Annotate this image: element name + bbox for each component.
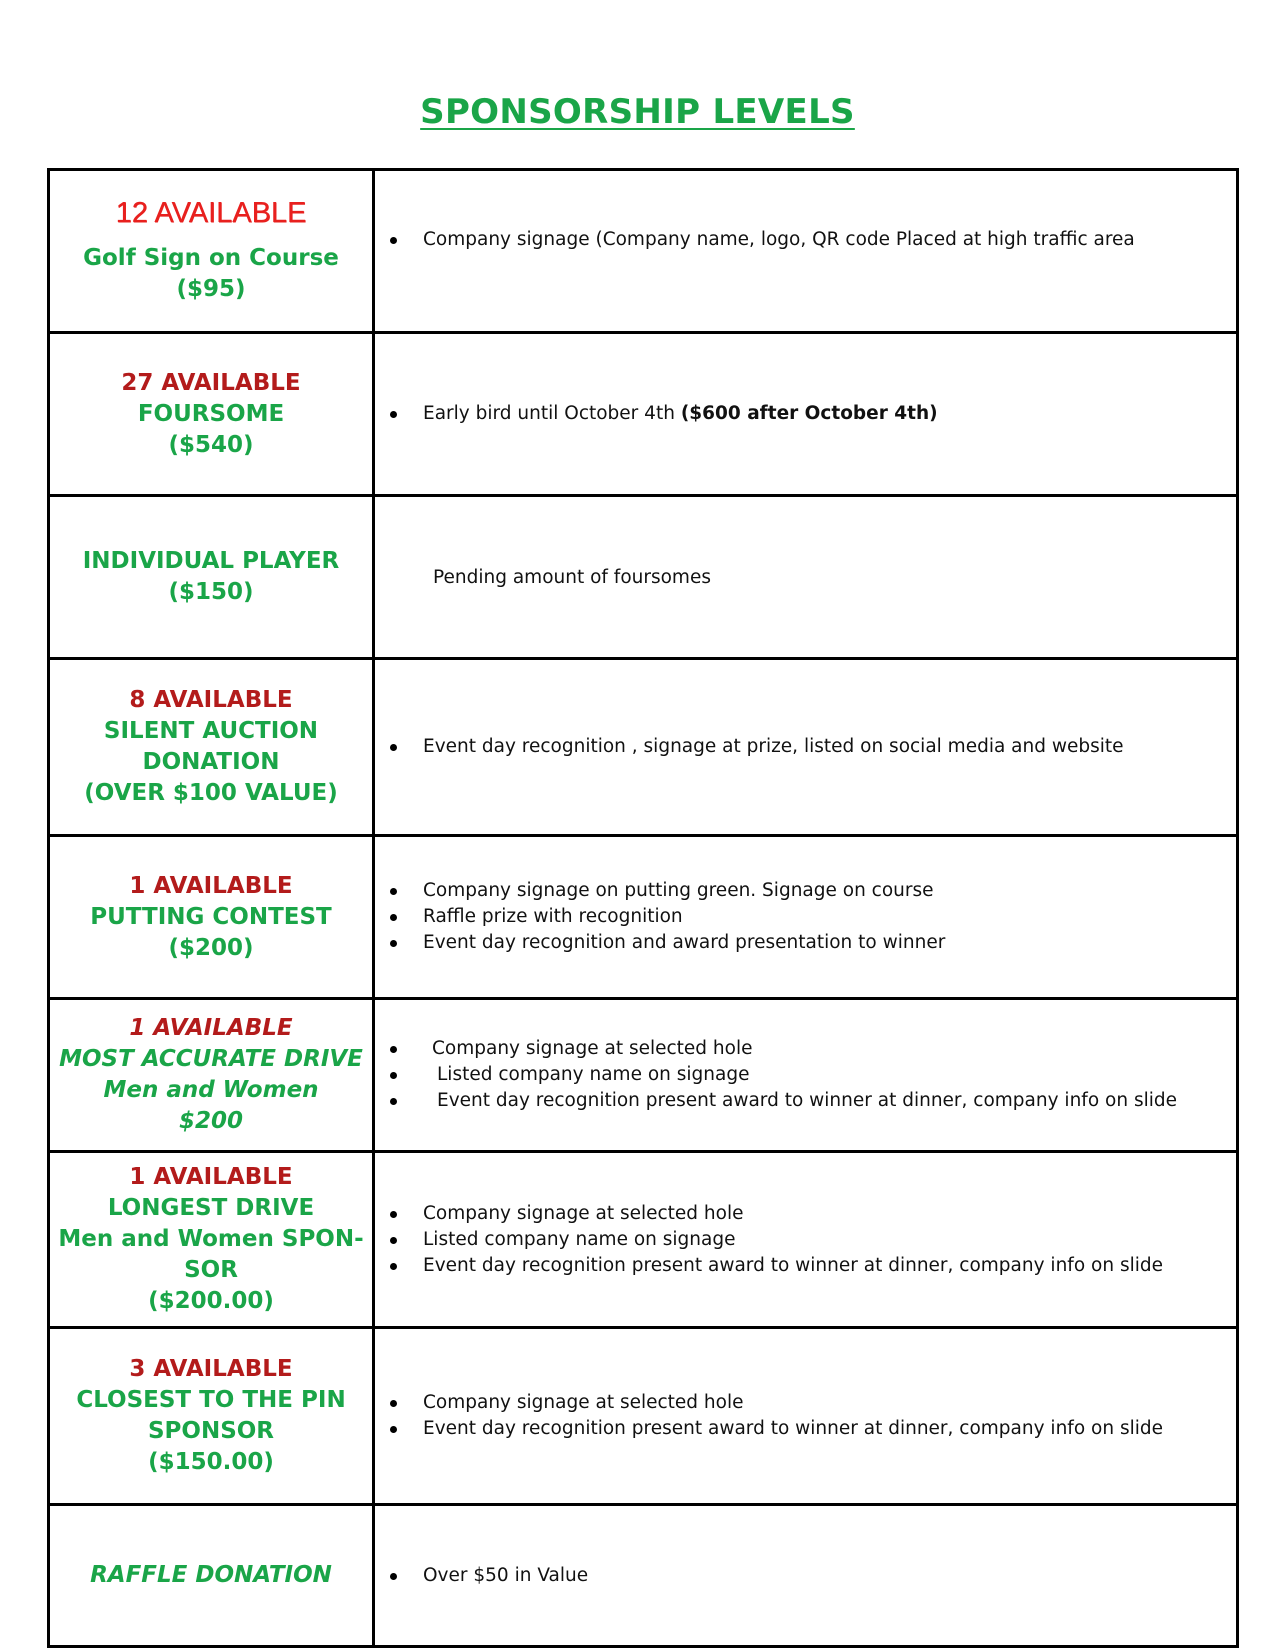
benefits-cell: [374, 496, 1238, 659]
level-cell: [49, 999, 374, 1152]
benefits-cell: [374, 1152, 1238, 1328]
list-item: Company signage at selected hole: [375, 1036, 1236, 1062]
list-item: Event day recognition present award to winner at dinner, company info on slide: [375, 1253, 1236, 1279]
level-name: DONATION: [142, 749, 280, 775]
availability-label: 12 AVAILABLE: [115, 196, 307, 229]
list-item: Event day recognition present award to winner at dinner, company info on slide: [375, 1088, 1236, 1114]
table-row: [49, 659, 1238, 836]
level-price: ($200): [168, 934, 254, 961]
benefit-note: Pending amount of foursomes: [433, 566, 711, 588]
availability-label: 1 AVAILABLE: [129, 1015, 293, 1041]
table-row: [49, 836, 1238, 999]
level-price: ($540): [168, 431, 254, 458]
benefits-list: [375, 1036, 1236, 1114]
table-row: [49, 170, 1238, 333]
availability-label: 1 AVAILABLE: [129, 872, 293, 899]
level-name: CLOSEST TO THE PIN: [76, 1387, 346, 1413]
benefit-bold-note: ($600 after October 4th): [680, 403, 938, 424]
level-price: ($95): [176, 275, 246, 302]
level-subname: Men and Women SPON-: [58, 1226, 364, 1252]
benefits-cell: [374, 836, 1238, 999]
availability-label: 27 AVAILABLE: [121, 369, 301, 396]
level-price: (OVER $100 VALUE): [84, 780, 338, 806]
level-name: MOST ACCURATE DRIVE: [59, 1046, 363, 1072]
list-item: Company signage at selected hole: [375, 1201, 1236, 1227]
benefits-cell: [374, 659, 1238, 836]
benefits-list: [375, 878, 1236, 956]
list-item: Event day recognition , signage at prize, listed on social media and website: [375, 734, 1236, 760]
availability-label: 3 AVAILABLE: [129, 1356, 293, 1382]
level-cell: [49, 333, 374, 496]
level-name: SILENT AUCTION: [103, 718, 319, 744]
level-price: ($150.00): [148, 1449, 274, 1475]
level-price: ($200.00): [148, 1288, 274, 1314]
availability-label: 8 AVAILABLE: [129, 687, 293, 713]
level-price: ($150): [168, 579, 254, 605]
sponsorship-table: [47, 168, 1239, 1648]
level-cell: [49, 170, 374, 333]
list-item: [375, 401, 1236, 427]
benefits-cell: [374, 999, 1238, 1152]
table-row: [49, 333, 1238, 496]
level-name: Golf Sign on Course: [83, 244, 339, 271]
level-price: $200: [178, 1108, 243, 1134]
benefit-text: Early bird until October 4th: [423, 403, 681, 424]
list-item: Listed company name on signage: [375, 1062, 1236, 1088]
list-item: Company signage (Company name, logo, QR code Placed at high traffic area: [375, 227, 1236, 253]
level-name: FOURSOME: [137, 400, 285, 427]
benefits-list: [375, 401, 1236, 427]
level-cell: [49, 836, 374, 999]
level-name: RAFFLE DONATION: [90, 1562, 332, 1588]
level-cell: [49, 659, 374, 836]
level-cell: [49, 1152, 374, 1328]
page-title: SPONSORSHIP LEVELS: [420, 92, 855, 132]
level-cell: [49, 496, 374, 659]
list-item: Raffle prize with recognition: [375, 904, 1236, 930]
list-item: Over $50 in Value: [375, 1563, 1236, 1589]
list-item: Listed company name on signage: [375, 1227, 1236, 1253]
benefits-cell: [374, 1328, 1238, 1505]
benefits-list: [375, 227, 1236, 253]
benefits-list: [375, 1563, 1236, 1589]
list-item: Event day recognition and award presentation to winner: [375, 930, 1236, 956]
table-row: [49, 496, 1238, 659]
benefits-cell: [374, 170, 1238, 333]
list-item: Event day recognition present award to winner at dinner, company info on slide: [375, 1416, 1236, 1442]
list-item: Company signage on putting green. Signage on course: [375, 878, 1236, 904]
level-subname: SOR: [184, 1257, 238, 1283]
benefits-cell: [374, 333, 1238, 496]
table-row: [49, 1152, 1238, 1328]
level-name: LONGEST DRIVE: [107, 1195, 315, 1221]
level-subname: SPONSOR: [147, 1418, 275, 1444]
level-name: INDIVIDUAL PLAYER: [82, 548, 340, 574]
level-cell: [49, 1505, 374, 1647]
table-row: [49, 1505, 1238, 1647]
list-item: Company signage at selected hole: [375, 1390, 1236, 1416]
availability-label: 1 AVAILABLE: [129, 1164, 293, 1190]
benefits-list: [375, 734, 1236, 760]
benefits-list: [375, 1201, 1236, 1279]
table-row: [49, 1328, 1238, 1505]
benefits-cell: [374, 1505, 1238, 1647]
level-name: PUTTING CONTEST: [90, 903, 332, 930]
level-subname: Men and Women: [103, 1077, 319, 1103]
benefits-list: [375, 1390, 1236, 1442]
level-cell: [49, 1328, 374, 1505]
table-row: [49, 999, 1238, 1152]
